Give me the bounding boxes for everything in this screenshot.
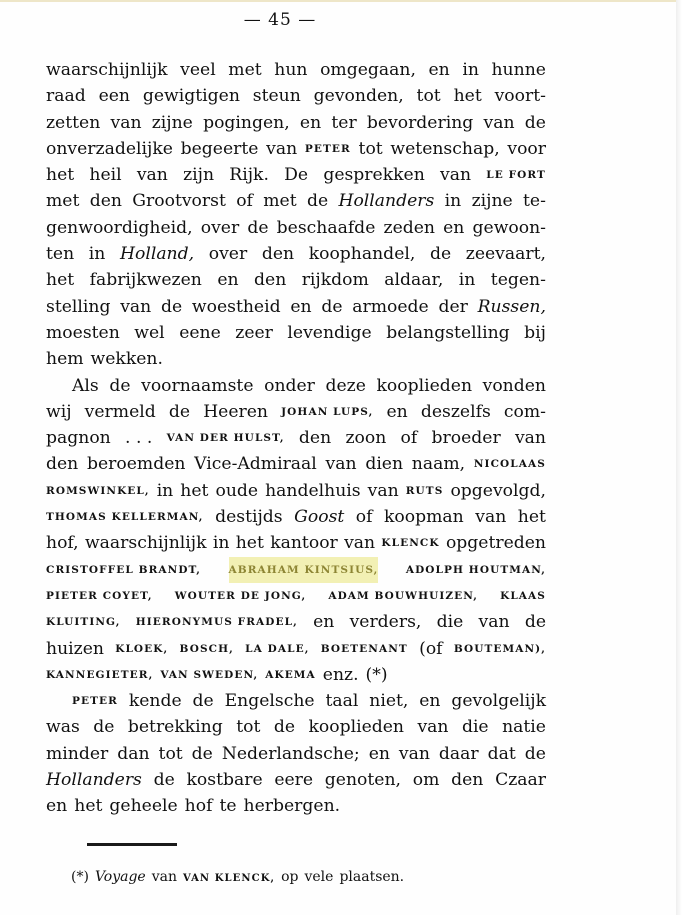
- word: hof: [184, 796, 213, 817]
- word: KLOEK,: [115, 642, 169, 655]
- word: omgegaan,: [320, 60, 416, 80]
- word: hun: [274, 60, 308, 80]
- word: de: [192, 691, 214, 712]
- word: genwoordigheid,: [46, 217, 193, 238]
- text-line: [46, 241, 546, 267]
- word: ter: [331, 112, 357, 133]
- word: van: [417, 717, 449, 738]
- word: waarschijnlijk: [84, 533, 207, 554]
- word: vermeld: [84, 401, 156, 422]
- word: en: [443, 217, 465, 238]
- text-line: [46, 83, 546, 109]
- word: Vice-Admiraal: [194, 454, 317, 475]
- word: taal: [325, 691, 359, 712]
- word: LA DALE,: [245, 642, 310, 655]
- word: VAN SWEDEN,: [160, 668, 259, 681]
- text-line: [46, 662, 546, 688]
- word: van: [344, 533, 376, 554]
- text-line: [46, 714, 546, 740]
- text-line: [46, 609, 546, 635]
- footnote-word: Voyage: [94, 869, 146, 885]
- word: tot: [358, 138, 383, 159]
- word: natie: [502, 717, 546, 738]
- word: dan: [117, 743, 150, 764]
- footnote: [71, 869, 410, 885]
- text-line: [46, 320, 546, 346]
- word: de: [153, 770, 175, 791]
- word: het: [517, 507, 546, 528]
- page-edge: [676, 0, 682, 915]
- page-number: — 45 —: [243, 10, 317, 30]
- word: oude: [215, 480, 259, 501]
- word: armoede: [352, 296, 429, 317]
- word: CRISTOFFEL BRANDT,: [46, 563, 202, 576]
- word: vonden: [482, 375, 546, 396]
- text-line: [46, 741, 546, 767]
- word: of: [236, 191, 253, 212]
- word: voornaamste: [141, 375, 254, 396]
- word: stelling: [46, 296, 111, 317]
- word: deszelfs: [420, 401, 491, 422]
- word: minder: [46, 743, 109, 764]
- footnote-word: op: [281, 869, 299, 885]
- word: onverzadelijke: [46, 138, 173, 159]
- word: over: [200, 217, 240, 238]
- text-line: [46, 767, 546, 793]
- text-line: [46, 215, 546, 241]
- word: eere: [274, 770, 314, 791]
- word: de: [306, 191, 329, 212]
- word: de: [168, 401, 191, 422]
- word: zoon: [345, 428, 387, 449]
- word: zeer: [235, 322, 273, 343]
- text-line: [46, 688, 546, 714]
- word: koopman: [384, 507, 464, 528]
- text-line: [46, 399, 546, 425]
- word: woestheid: [191, 296, 281, 317]
- word: de: [109, 375, 131, 396]
- footnote-word: van: [151, 869, 177, 885]
- word: (*): [365, 664, 388, 685]
- word: was: [46, 717, 80, 738]
- word: het: [235, 533, 264, 554]
- word: aldaar,: [384, 270, 444, 291]
- word: gevonden,: [313, 86, 404, 107]
- word: en: [419, 691, 441, 712]
- word: pagnon: [46, 428, 111, 449]
- footnote-word: VAN KLENCK,: [182, 873, 276, 884]
- word: met: [263, 191, 297, 212]
- word: niet,: [369, 691, 409, 712]
- word: van: [367, 480, 399, 501]
- word: PETER: [304, 142, 351, 155]
- word: gevolgelijk: [451, 691, 546, 712]
- word: in: [212, 533, 230, 554]
- word: handelhuis: [265, 480, 361, 501]
- word: kende: [128, 691, 182, 712]
- word: de: [273, 717, 296, 738]
- body-text: [46, 57, 546, 820]
- word: bevordering: [366, 112, 474, 133]
- word: WOUTER DE JONG,: [174, 589, 307, 602]
- word: Grootvorst: [132, 191, 226, 212]
- word: broeder: [431, 428, 501, 449]
- word: kooplieden: [308, 717, 404, 738]
- word: Hollanders: [46, 770, 142, 791]
- word: de: [429, 244, 452, 265]
- word: het: [180, 480, 209, 501]
- word: com-: [503, 401, 546, 422]
- text-line: [46, 478, 546, 504]
- word: belangstelling: [386, 322, 510, 343]
- word: begeerte: [180, 138, 259, 159]
- word: deze: [325, 375, 366, 396]
- word: Holland,: [119, 244, 195, 265]
- word: de: [160, 296, 183, 317]
- word: het: [74, 796, 103, 817]
- word: met: [46, 191, 80, 212]
- word: (of: [419, 638, 443, 659]
- word: wekken.: [90, 349, 163, 370]
- word: betrekking: [127, 717, 223, 738]
- word: van: [120, 296, 152, 317]
- word: wetenschap,: [390, 138, 500, 159]
- word: onder: [264, 375, 315, 396]
- word: den: [254, 270, 287, 291]
- word: der: [438, 296, 468, 317]
- word: bij: [524, 322, 546, 343]
- word: rijkdom: [301, 270, 369, 291]
- word: Heeren: [203, 401, 268, 422]
- text-line: [46, 57, 546, 83]
- word: om: [412, 770, 440, 791]
- word: daar: [438, 743, 479, 764]
- word: de: [191, 743, 213, 764]
- word: den: [451, 770, 484, 791]
- word: in: [462, 60, 479, 80]
- word: KLUITING,: [46, 616, 121, 629]
- text-line: [46, 425, 546, 451]
- word: AKEMA: [265, 668, 316, 681]
- word: koophandel,: [308, 244, 416, 265]
- word: heil: [89, 165, 122, 186]
- word: herbergen.: [243, 796, 341, 817]
- word: hof,: [46, 533, 79, 554]
- word: levendige: [287, 322, 372, 343]
- text-line: [46, 346, 546, 372]
- text-line: [46, 136, 546, 162]
- footnote-word: (*): [71, 869, 89, 885]
- word: of: [355, 507, 373, 528]
- word: BOETENANT: [320, 642, 408, 655]
- word: huizen: [46, 638, 104, 659]
- word: over: [208, 244, 248, 265]
- word: steun: [252, 86, 301, 107]
- text-line: [46, 162, 546, 188]
- word: ROMSWINKEL,: [46, 484, 150, 497]
- word: genoten,: [324, 770, 401, 791]
- text-line: [46, 636, 546, 662]
- word: destijds: [215, 507, 283, 528]
- word: Als: [72, 375, 99, 396]
- text-line: [46, 188, 546, 214]
- text-line: [46, 504, 546, 530]
- word: hunne: [491, 60, 546, 80]
- word: eene: [179, 322, 221, 343]
- word: Czaar: [495, 770, 546, 791]
- word: ADOLPH HOUTMAN,: [405, 563, 546, 576]
- word: gesprekken: [323, 165, 425, 186]
- word: zetten: [46, 112, 101, 133]
- text-line: [46, 373, 546, 399]
- word: NICOLAAS: [473, 458, 546, 471]
- word: KANNEGIETER,: [46, 668, 154, 681]
- word: PETER: [72, 695, 118, 708]
- word: in: [444, 191, 462, 212]
- word: opgevolgd,: [450, 480, 546, 501]
- word: zijn: [183, 165, 215, 186]
- word: die: [436, 612, 464, 633]
- word: van: [110, 112, 142, 133]
- word: PIETER COYET,: [46, 589, 153, 602]
- word: de: [247, 217, 269, 238]
- word: te: [219, 796, 237, 817]
- word: VAN DER HULST,: [166, 432, 285, 445]
- word: veel: [180, 60, 216, 80]
- word: zijne: [471, 191, 513, 212]
- word: en: [217, 270, 239, 291]
- word: van: [398, 743, 430, 764]
- word: gewoon-: [472, 217, 546, 238]
- word: van: [136, 165, 168, 186]
- word: kostbare: [186, 770, 263, 791]
- word: hem: [46, 349, 84, 370]
- word: den: [89, 191, 122, 212]
- word: tegen-: [490, 270, 546, 291]
- word: voor: [507, 138, 546, 159]
- top-edge-stripe: [0, 0, 676, 2]
- word: met: [228, 60, 262, 80]
- word: De: [284, 165, 309, 186]
- word: RUTS: [405, 484, 444, 497]
- word: de: [524, 743, 546, 764]
- word: ten: [46, 244, 75, 265]
- word: van: [483, 112, 515, 133]
- word: KLAAS: [500, 589, 546, 602]
- word: en: [386, 401, 408, 422]
- word: KLENCK: [381, 537, 440, 550]
- word: en: [290, 296, 312, 317]
- word: de: [524, 612, 546, 633]
- word: dat: [487, 743, 516, 764]
- word: kooplieden: [376, 375, 473, 396]
- word: beroemden: [86, 454, 186, 475]
- highlighted-word: ABRAHAM KINTSIUS,: [229, 557, 379, 583]
- word: kantoor: [270, 533, 338, 554]
- word: en: [46, 796, 68, 817]
- word: tot: [416, 86, 441, 107]
- word: en: [299, 112, 322, 133]
- word: in: [88, 244, 106, 265]
- word: van: [478, 612, 510, 633]
- word: . . .: [125, 428, 153, 449]
- word: Engelsche: [224, 691, 315, 712]
- word: en: [313, 612, 335, 633]
- word: die: [461, 717, 489, 738]
- text-line: [46, 793, 546, 819]
- word: de: [321, 296, 343, 317]
- word: voort-: [494, 86, 546, 107]
- word: de: [93, 717, 115, 738]
- word: van: [266, 138, 298, 159]
- text-line: [46, 451, 546, 477]
- word: de: [524, 112, 546, 133]
- word: een: [98, 86, 130, 107]
- word: Rijk.: [229, 165, 269, 186]
- word: of: [400, 428, 418, 449]
- text-line: [46, 294, 546, 320]
- word: den: [298, 428, 332, 449]
- word: ADAM BOUWHUIZEN,: [328, 589, 479, 602]
- word: naam,: [411, 454, 466, 475]
- word: in: [458, 270, 476, 291]
- word: tot: [236, 717, 261, 738]
- word: pogingen,: [203, 112, 290, 133]
- text-line: [46, 267, 546, 293]
- word: waarschijnlijk: [46, 60, 168, 80]
- word: geheele: [109, 796, 178, 817]
- word: van: [325, 454, 357, 475]
- word: het: [46, 270, 75, 291]
- text-line: [46, 583, 546, 609]
- word: BOUTEMAN),: [453, 642, 546, 655]
- word: wel: [134, 322, 165, 343]
- word: opgetreden: [445, 533, 546, 554]
- word: verders,: [349, 612, 422, 633]
- word: tot: [158, 743, 183, 764]
- footnote-word: vele: [304, 869, 334, 885]
- word: beschaafde: [276, 217, 376, 238]
- footnote-word: plaatsen.: [339, 869, 405, 885]
- word: HIERONYMUS FRADEL,: [135, 616, 298, 629]
- word: zijne: [151, 112, 193, 133]
- word: LE FORT: [486, 169, 546, 182]
- word: zeevaart,: [465, 244, 546, 265]
- word: Nederlandsche;: [221, 743, 360, 764]
- word: het: [453, 86, 482, 107]
- word: in: [156, 480, 174, 501]
- word: dien: [365, 454, 404, 475]
- word: moesten: [46, 322, 120, 343]
- word: THOMAS KELLERMAN,: [46, 511, 204, 524]
- text-line: [46, 557, 546, 583]
- word: JOHAN LUPS,: [281, 405, 374, 418]
- word: van: [514, 428, 546, 449]
- word: en: [428, 60, 450, 80]
- word: te-: [523, 191, 546, 212]
- word: fabrijkwezen: [89, 270, 202, 291]
- word: Hollanders: [338, 191, 435, 212]
- word: enz.: [322, 664, 359, 685]
- word: het: [46, 165, 75, 186]
- word: zeden: [383, 217, 435, 238]
- word: en: [368, 743, 390, 764]
- word: wij: [46, 401, 72, 422]
- word: van: [440, 165, 472, 186]
- word: Russen,: [477, 296, 546, 317]
- word: raad: [46, 86, 86, 107]
- word: den: [261, 244, 295, 265]
- footnote-rule: [87, 843, 177, 846]
- word: BOSCH,: [179, 642, 234, 655]
- word: van: [475, 507, 507, 528]
- text-line: [46, 110, 546, 136]
- word: den: [46, 454, 79, 475]
- word: gewigtigen: [142, 86, 240, 107]
- word: Goost: [294, 507, 345, 528]
- text-line: [46, 530, 546, 556]
